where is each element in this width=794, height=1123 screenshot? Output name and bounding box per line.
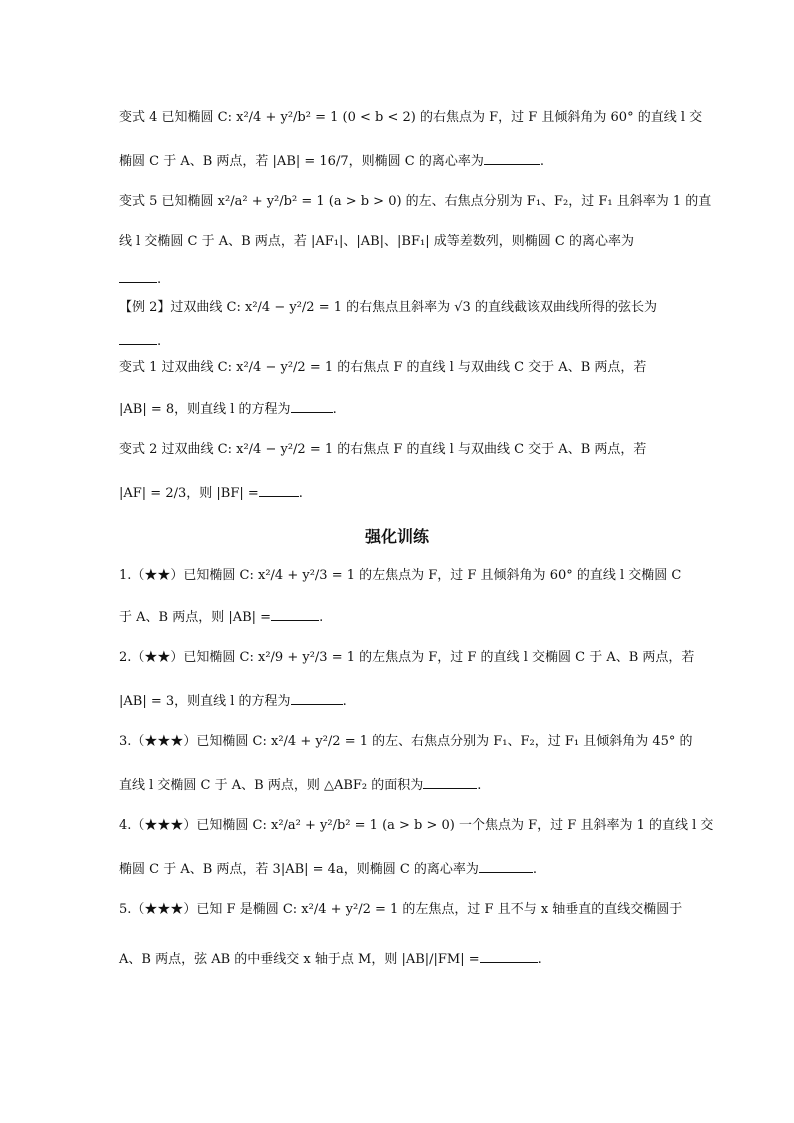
text-line: 5.（★★★）已知 F 是椭圆 C: x²/4 + y²/2 = 1 的左焦点，过 F 且不与 x 轴垂直的直线交椭圆于 [119,902,683,917]
text-line: 椭圆 C 于 A、B 两点，若 3|AB| = 4a，则椭圆 C 的离心率为 . [119,858,675,880]
text-line: 椭圆 C 于 A、B 两点，若 |AB| = 16/7，则椭圆 C 的离心率为 . [119,150,675,172]
text-line: 变式 2 过双曲线 C: x²/4 − y²/2 = 1 的右焦点 F 的直线 l 与双曲线 C 交于 A、B 两点，若 [119,442,647,457]
answer-blank [119,268,157,283]
answer-blank [271,606,319,621]
text-line: 变式 4 已知椭圆 C: x²/4 + y²/b² = 1 (0 < b < 2) 的右焦点为 F，过 F 且倾斜角为 60° 的直线 l 交 [119,110,703,125]
answer-blank [259,482,299,497]
text-line: 1.（★★）已知椭圆 C: x²/4 + y²/3 = 1 的左焦点为 F，过 F 且倾斜角为 60° 的直线 l 交椭圆 C [119,568,682,583]
answer-blank [480,948,538,963]
text-line: 直线 l 交椭圆 C 于 A、B 两点，则 △ABF₂ 的面积为 . [119,774,675,796]
text-line: 变式 5 已知椭圆 x²/a² + y²/b² = 1 (a > b > 0) 的左、右焦点分别为 F₁、F₂，过 F₁ 且斜率为 1 的直 [119,194,712,209]
text-line: 2.（★★）已知椭圆 C: x²/9 + y²/3 = 1 的左焦点为 F，过 F 的直线 l 交椭圆 C 于 A、B 两点，若 [119,650,695,665]
text-line: . [119,268,675,290]
text-line: |AF| = 2/3，则 |BF| = . [119,482,675,504]
text-line: A、B 两点，弦 AB 的中垂线交 x 轴于点 M，则 |AB|/|FM| = . [119,948,675,970]
text-line: 3.（★★★）已知椭圆 C: x²/4 + y²/2 = 1 的左、右焦点分别为 F₁、F₂，过 F₁ 且倾斜角为 45° 的 [119,734,693,749]
answer-blank [423,774,477,789]
answer-blank [291,690,343,705]
answer-blank [479,858,533,873]
text-line: 于 A、B 两点，则 |AB| = . [119,606,675,628]
text-line: 4.（★★★）已知椭圆 C: x²/a² + y²/b² = 1 (a > b > 0) 一个焦点为 F，过 F 且斜率为 1 的直线 l 交 [119,818,714,833]
text-line: . [119,330,675,352]
text-line: |AB| = 8，则直线 l 的方程为 . [119,398,675,420]
answer-blank [484,150,540,165]
text-line: 【例 2】过双曲线 C: x²/4 − y²/2 = 1 的右焦点且斜率为 √3 的直线截该双曲线所得的弦长为 [119,300,657,315]
text-line: |AB| = 3，则直线 l 的方程为 . [119,690,675,712]
text-line: 变式 1 过双曲线 C: x²/4 − y²/2 = 1 的右焦点 F 的直线 l 与双曲线 C 交于 A、B 两点，若 [119,360,647,375]
section-title: 强化训练 [364,527,429,546]
answer-blank [119,330,157,345]
text-line: 线 l 交椭圆 C 于 A、B 两点，若 |AF₁|、|AB|、|BF₁| 成等差数列，则椭圆 C 的离心率为 [119,234,634,249]
answer-blank [291,398,333,413]
